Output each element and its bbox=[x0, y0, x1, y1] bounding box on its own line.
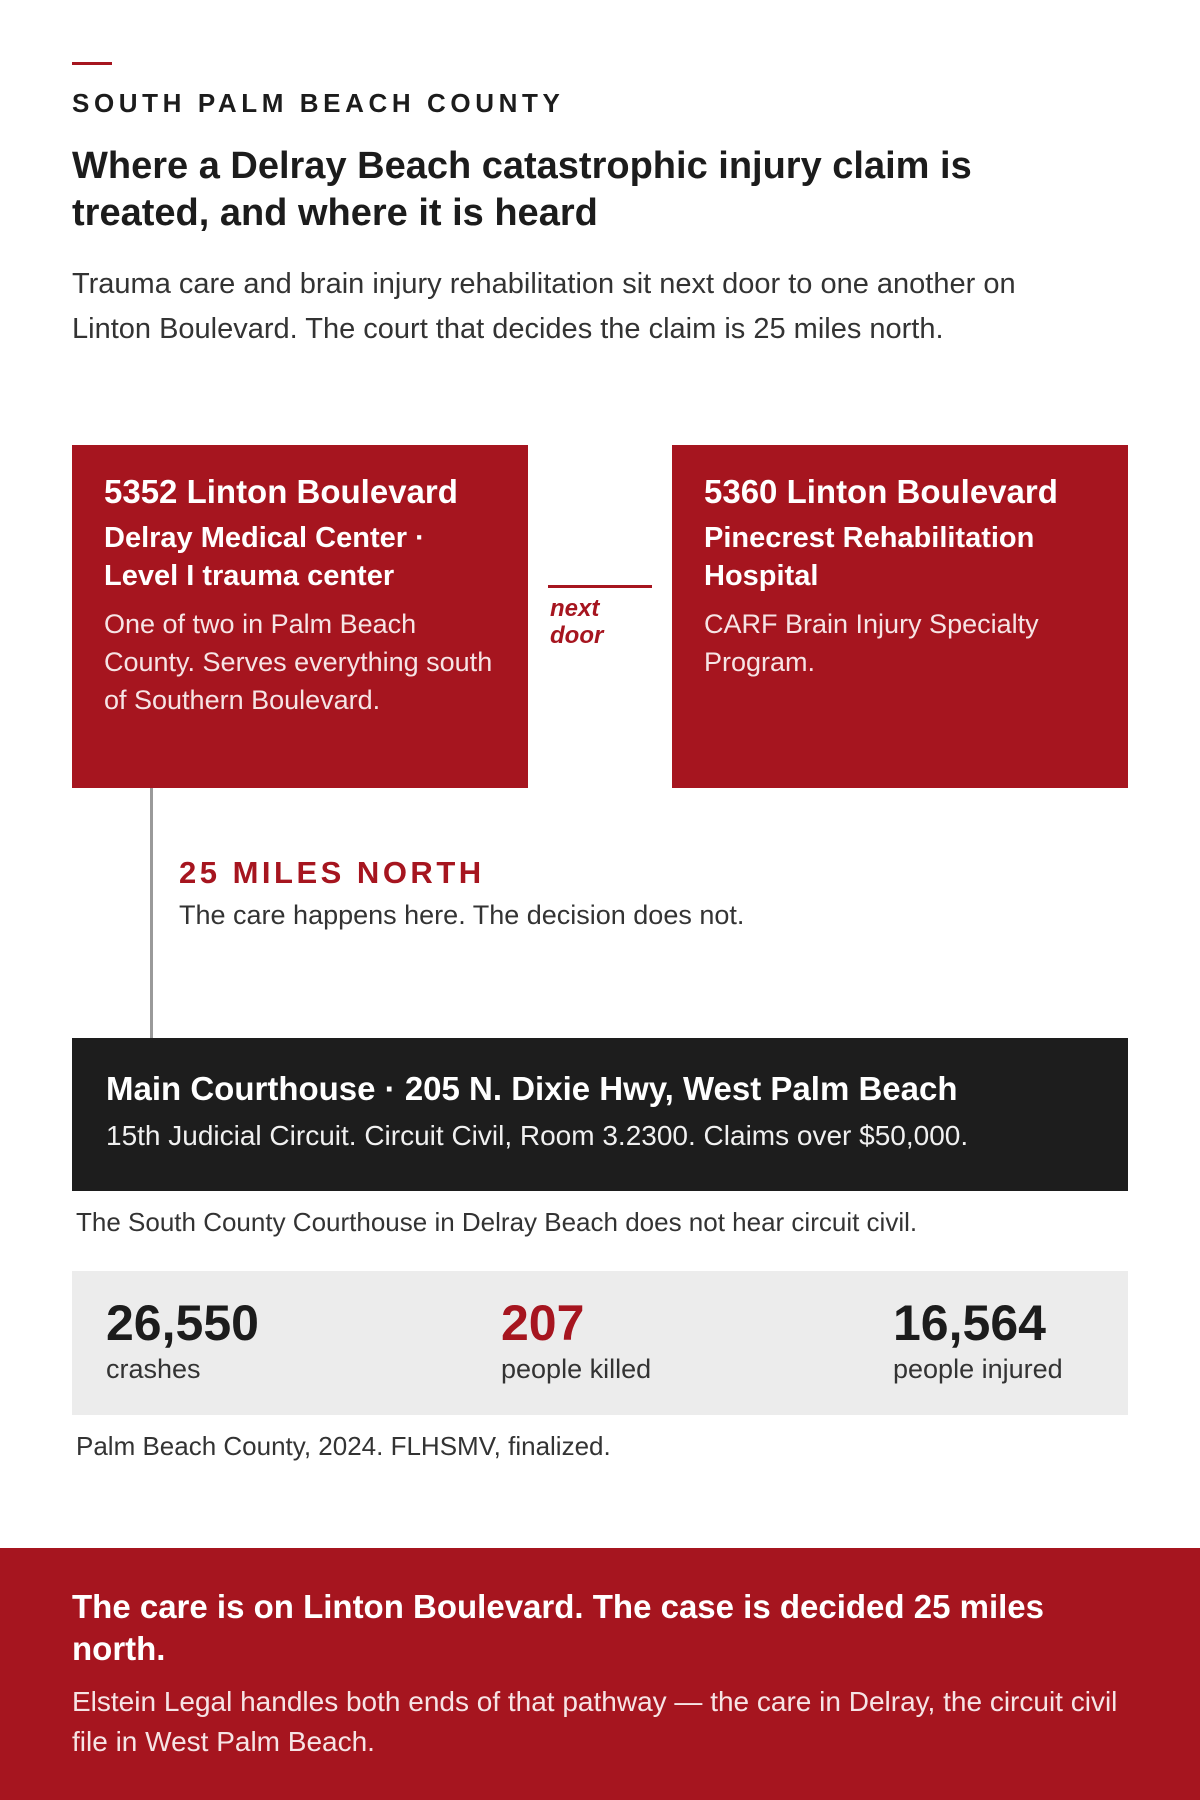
stat-value: 26,550 bbox=[106, 1295, 259, 1351]
courthouse-title: Main Courthouse · 205 N. Dixie Hwy, West Palm Beach bbox=[106, 1070, 958, 1107]
stat-killed bbox=[501, 1297, 651, 1385]
stat-value: 16,564 bbox=[893, 1295, 1046, 1351]
stat-injured bbox=[893, 1297, 1063, 1385]
courthouse-note: The South County Courthouse in Delray Beach does not hear circuit civil. bbox=[76, 1207, 918, 1237]
stats-source: Palm Beach County, 2024. FLHSMV, finalized. bbox=[76, 1431, 611, 1461]
next-door-divider bbox=[548, 585, 652, 588]
location-facility: Delray Medical Center · Level I trauma center bbox=[104, 522, 425, 592]
stat-label: people killed bbox=[501, 1354, 652, 1384]
courthouse-card bbox=[72, 1038, 1128, 1191]
distance-text: The care happens here. The decision does not. bbox=[179, 900, 745, 930]
location-description: One of two in Palm Beach County. Serves everything south of Southern Boulevard. bbox=[104, 609, 493, 715]
location-address: 5360 Linton Boulevard bbox=[704, 473, 1058, 510]
next-door-label: next door bbox=[550, 595, 604, 649]
stat-label: crashes bbox=[106, 1354, 201, 1384]
lede: Trauma care and brain injury rehabilitation sit next door to one another on Linton Boulevard. The court that decides the claim is 25 miles north. bbox=[72, 268, 1016, 345]
accent-rule bbox=[72, 62, 112, 65]
stat-label: people injured bbox=[893, 1354, 1063, 1384]
footer-text: Elstein Legal handles both ends of that pathway — the care in Delray, the circuit civil file in West Palm Beach. bbox=[72, 1686, 1118, 1757]
footer-banner bbox=[0, 1548, 1200, 1800]
stat-value: 207 bbox=[501, 1295, 585, 1351]
location-card-pinecrest bbox=[672, 445, 1128, 788]
crash-stats-panel bbox=[72, 1271, 1128, 1415]
courthouse-detail: 15th Judicial Circuit. Circuit Civil, Room 3.2300. Claims over $50,000. bbox=[106, 1120, 969, 1151]
location-description: CARF Brain Injury Specialty Program. bbox=[704, 609, 1039, 677]
eyebrow: SOUTH PALM BEACH COUNTY bbox=[72, 88, 565, 118]
page-title: Where a Delray Beach catastrophic injury claim is treated, and where it is heard bbox=[72, 145, 972, 234]
location-card-delray-medical bbox=[72, 445, 528, 788]
route-connector-line bbox=[150, 788, 153, 1038]
location-facility: Pinecrest Rehabilitation Hospital bbox=[704, 522, 1035, 592]
distance-label: 25 MILES NORTH bbox=[179, 855, 485, 890]
location-address: 5352 Linton Boulevard bbox=[104, 473, 458, 510]
stat-crashes bbox=[106, 1297, 259, 1385]
footer-headline: The care is on Linton Boulevard. The case is decided 25 miles north. bbox=[72, 1588, 1044, 1667]
